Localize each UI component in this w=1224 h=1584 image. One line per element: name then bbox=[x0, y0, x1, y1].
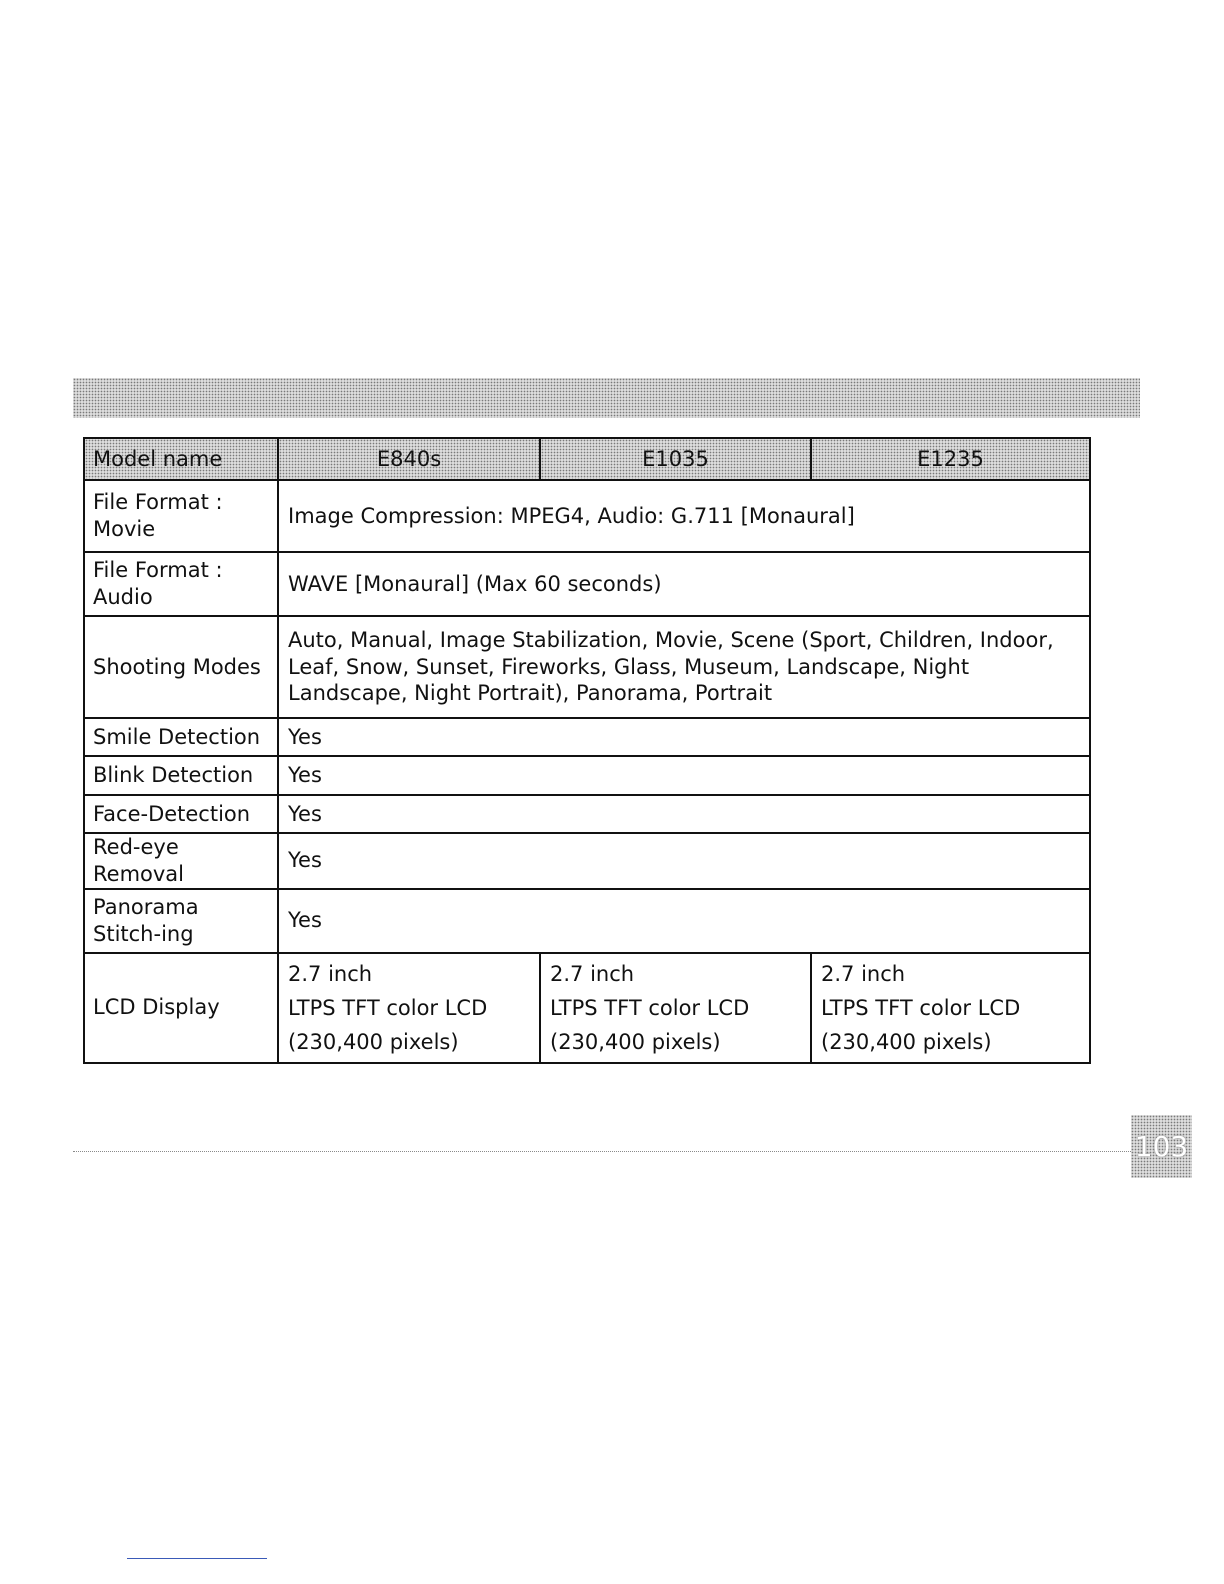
row-label: File Format : Audio bbox=[84, 552, 278, 616]
lcd-type: LTPS TFT color LCD bbox=[288, 995, 488, 1020]
table-row bbox=[84, 552, 1090, 616]
row-value: Yes bbox=[278, 833, 1090, 889]
row-value: WAVE [Monaural] (Max 60 seconds) bbox=[278, 552, 1090, 616]
row-label: Panorama Stitch-ing bbox=[84, 889, 278, 953]
row-label: LCD Display bbox=[84, 953, 278, 1063]
row-label: Face-Detection bbox=[84, 795, 278, 833]
lcd-size: 2.7 inch bbox=[550, 961, 635, 986]
lcd-type: LTPS TFT color LCD bbox=[550, 995, 750, 1020]
lcd-pixels: (230,400 pixels) bbox=[288, 1029, 459, 1054]
row-label: Red-eye Removal bbox=[84, 833, 278, 889]
row-value: Auto, Manual, Image Stabilization, Movie, Scene (Sport, Children, Indoor, Leaf, Snow, Sunset, Fireworks, Glass, Museum, Landscape, Night Landscape, Night Portrait), Panorama, Portrait bbox=[278, 616, 1090, 718]
lcd-size: 2.7 inch bbox=[821, 961, 906, 986]
model-e1035: E1035 bbox=[540, 438, 811, 480]
footer-rule bbox=[73, 1151, 1133, 1152]
row-value: Yes bbox=[278, 795, 1090, 833]
lcd-e1035 bbox=[540, 953, 811, 1063]
row-value: Image Compression: MPEG4, Audio: G.711 [Monaural] bbox=[278, 480, 1090, 552]
header-row bbox=[84, 438, 1090, 480]
lcd-size: 2.7 inch bbox=[288, 961, 373, 986]
table-row bbox=[84, 718, 1090, 756]
row-value: Yes bbox=[278, 889, 1090, 953]
header-label: Model name bbox=[84, 438, 278, 480]
row-label: Shooting Modes bbox=[84, 616, 278, 718]
model-e840s: E840s bbox=[278, 438, 540, 480]
row-value: Yes bbox=[278, 718, 1090, 756]
lcd-e840s bbox=[278, 953, 540, 1063]
header-band bbox=[73, 378, 1140, 418]
row-label: File Format : Movie bbox=[84, 480, 278, 552]
bottom-divider bbox=[127, 1558, 267, 1559]
lcd-pixels: (230,400 pixels) bbox=[550, 1029, 721, 1054]
page-number: 103 bbox=[1131, 1115, 1192, 1178]
table-row bbox=[84, 833, 1090, 889]
lcd-type: LTPS TFT color LCD bbox=[821, 995, 1021, 1020]
table-row bbox=[84, 889, 1090, 953]
row-label: Blink Detection bbox=[84, 756, 278, 795]
table-row bbox=[84, 953, 1090, 1063]
spec-table bbox=[83, 437, 1091, 1064]
model-e1235: E1235 bbox=[811, 438, 1090, 480]
lcd-pixels: (230,400 pixels) bbox=[821, 1029, 992, 1054]
table-row bbox=[84, 756, 1090, 795]
lcd-e1235 bbox=[811, 953, 1090, 1063]
row-label: Smile Detection bbox=[84, 718, 278, 756]
row-value: Yes bbox=[278, 756, 1090, 795]
table-row bbox=[84, 616, 1090, 718]
table-row bbox=[84, 480, 1090, 552]
table-row bbox=[84, 795, 1090, 833]
